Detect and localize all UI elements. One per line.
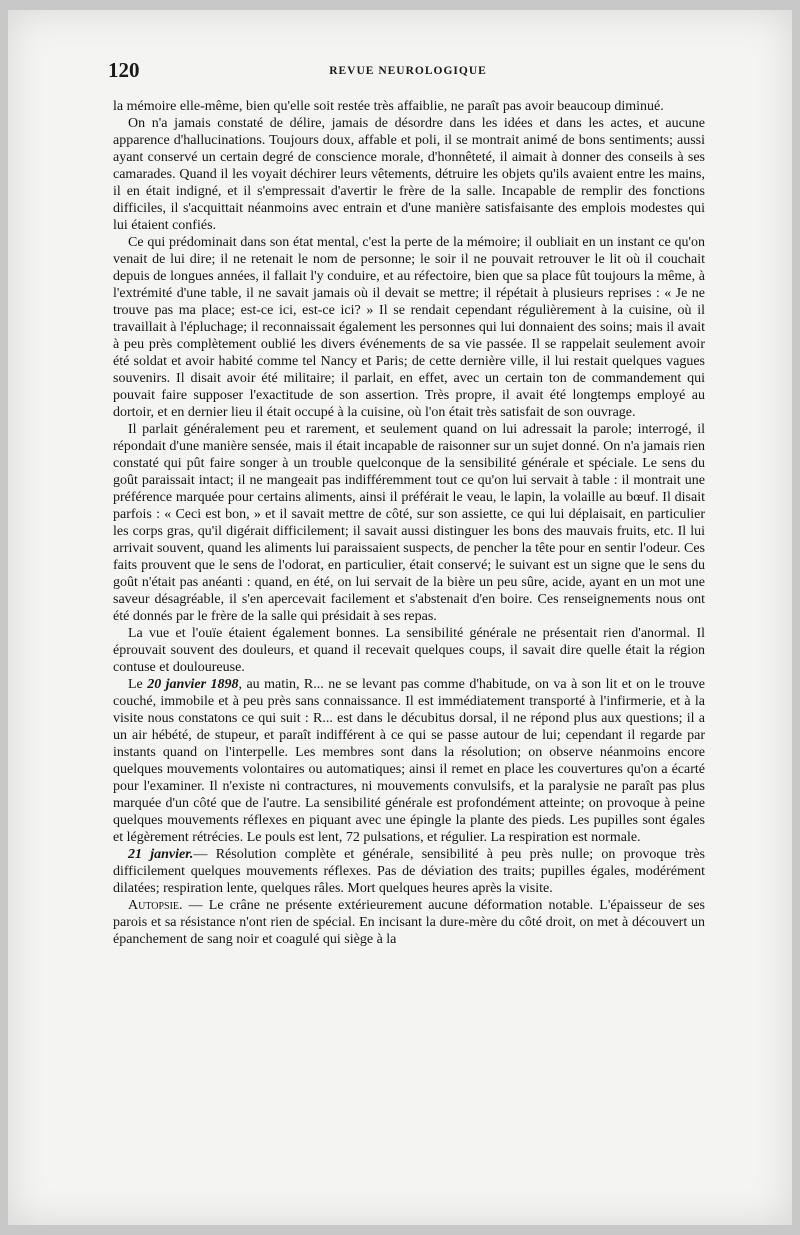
paragraph-6-prefix: Le — [128, 677, 148, 692]
body-text — [113, 98, 705, 948]
paragraph-3 — [113, 234, 705, 421]
paragraph-8-heading: Autopsie. — [128, 898, 183, 913]
paragraph-5 — [113, 625, 705, 676]
paragraph-6-text: , au matin, R... ne se levant pas comme d'habitude, on va à son lit et on le trouve couché, immobile et à peu près sans connaissance. Il est immédiatement transporté à l'infirmerie, et à la visite nous constatons ce qui suit : R... est dans le décubitus dorsal, il ne répond plus aux questions; il a un air hébété, de stupeur, et paraît indifférent à ce qui se passe autour de lui; cependant il regarde par instants quand on l'interpelle. Les membres sont dans la résolution; on observe néanmoins encore quelques mouvements volontaires ou automatiques; ainsi il remet en place les couvertures qu'on a écarté pour l'examiner. Il n'existe ni contractures, ni mouvements convulsifs, et la paralysie ne paraît pas plus marquée d'un côté que de l'autre. La sensibilité générale est profondément atteinte; on provoque à peine quelques mouvements réflexes en piquant avec une épingle la plante des pieds. Les pupilles sont égales et légèrement rétrécies. Le pouls est lent, 72 pulsations, et régulier. La respiration est normale. — [113, 677, 705, 845]
running-head: REVUE NEUROLOGIQUE — [329, 65, 487, 77]
paragraph-4 — [113, 421, 705, 625]
paragraph-4-text: Il parlait généralement peu et rarement, et seulement quand on lui adressait la parole; interrogé, il répondait d'une manière sensée, mais il était incapable de raisonner sur un sujet donné. On n'a jamais rien constaté qui pût faire songer à un trouble quelconque de la sensibilité générale et spéciale. Le sens du goût paraissait intact; il ne mangeait pas indifféremment tout ce qu'on lui servait à table : il montrait une préférence marquée pour certains aliments, ainsi il préférait le veau, le lapin, la volaille au bœuf. Il disait parfois : « Ceci est bon, » et il savait mettre de côté, sur son assiette, ce qui lui déplaisait, en particulier les corps gras, qu'il digérait difficilement; il savait aussi distinguer les bons des mauvais fruits, etc. Il lui arrivait souvent, quand les aliments lui paraissaient suspects, de pencher la tête pour en sentir l'odeur. Ces faits prouvent que le sens de l'odorat, en particulier, était conservé; le suivant est un signe que le sens du goût n'était pas anéanti : quand, en été, on lui servait de la bière un peu sûre, acide, ayant en un mot une saveur désagréable, il s'en apercevait facilement et s'abstenait d'en boire. Ces renseignements nous ont été donnés par le frère de la salle qui présidait à ses repas. — [113, 422, 705, 624]
paragraph-3-text: Ce qui prédominait dans son état mental, c'est la perte de la mémoire; il oubliait en un instant ce qu'on venait de lui dire; il ne retenait le nom de personne; le soir il ne pouvait retrouver le lit où il couchait depuis de longues années, il fallait l'y conduire, et au réfectoire, bien que sa place fût toujours la même, à l'extrémité d'une table, il ne savait jamais où il devait se mettre; il répétait à plusieurs reprises : « Je ne trouve pas ma place; est-ce ici, est-ce ici? » Il se rendait cependant régulièrement à la cuisine, où il travaillait à l'épluchage; il reconnaissait également les personnes qui lui donnaient des soins; mais il avait à peu près complètement oublié les divers événements de sa vie passée. Il se rappelait seulement avoir été soldat et avoir habité comme tel Nancy et Paris; de cette dernière ville, il lui restait quelques vagues souvenirs. Il disait avoir été militaire; il parlait, en effet, avec un certain ton de commandement qui pouvait faire supposer l'exactitude de son assertion. Très propre, il avait été longtemps employé au dortoir, et en dernier lieu il était occupé à la cuisine, où l'on était très satisfait de son ouvrage. — [113, 235, 705, 420]
paragraph-8-text: — Le crâne ne présente extérieurement aucune déformation notable. L'épaisseur de ses parois et sa résistance n'ont rien de spécial. En incisant la dure-mère du côté droit, on met à découvert un épanchement de sang noir et coagulé qui siège à la — [113, 898, 705, 947]
paragraph-2 — [113, 115, 705, 234]
paragraph-7-date: 21 janvier. — [128, 847, 194, 862]
paragraph-5-text: La vue et l'ouïe étaient également bonnes. La sensibilité générale ne présentait rien d'anormal. Il éprouvait souvent des douleurs, et quand il recevait quelques coups, il savait dire quelle était la région contuse et douloureuse. — [113, 626, 705, 675]
paragraph-1-text: la mémoire elle-même, bien qu'elle soit restée très affaiblie, ne paraît pas avoir beaucoup diminué. — [113, 99, 664, 114]
paragraph-8 — [113, 897, 705, 948]
paragraph-6 — [113, 676, 705, 846]
paragraph-7 — [113, 846, 705, 897]
paragraph-2-text: On n'a jamais constaté de délire, jamais de désordre dans les idées et dans les actes, et aucune apparence d'hallucinations. Toujours doux, affable et poli, il se montrait animé de bons sentiments; aussi ayant conservé un certain degré de conscience morale, d'honnêteté, il aimait à donner des conseils à ses camarades. Quand il les voyait déchirer leurs vêtements, détruire les objets qu'ils avaient entre les mains, il en était indigné, et il s'empressait d'avertir le frère de la salle. Incapable de remplir des fonctions difficiles, il s'acquittait néanmoins avec entrain et d'une manière satisfaisante des emplois modestes qui lui étaient confiés. — [113, 116, 705, 233]
page-header — [108, 58, 708, 88]
page-number: 120 — [108, 58, 140, 82]
paragraph-1 — [113, 98, 705, 115]
paragraph-6-date: 20 janvier 1898 — [147, 677, 239, 692]
paragraph-7-text: — Résolution complète et générale, sensibilité à peu près nulle; on provoque très difficilement quelques mouvements réflexes. Pas de déviation des traits; pupilles égales, modérément dilatées; respiration lente, quelques râles. Mort quelques heures après la visite. — [113, 847, 705, 896]
scanned-page — [8, 10, 792, 1225]
